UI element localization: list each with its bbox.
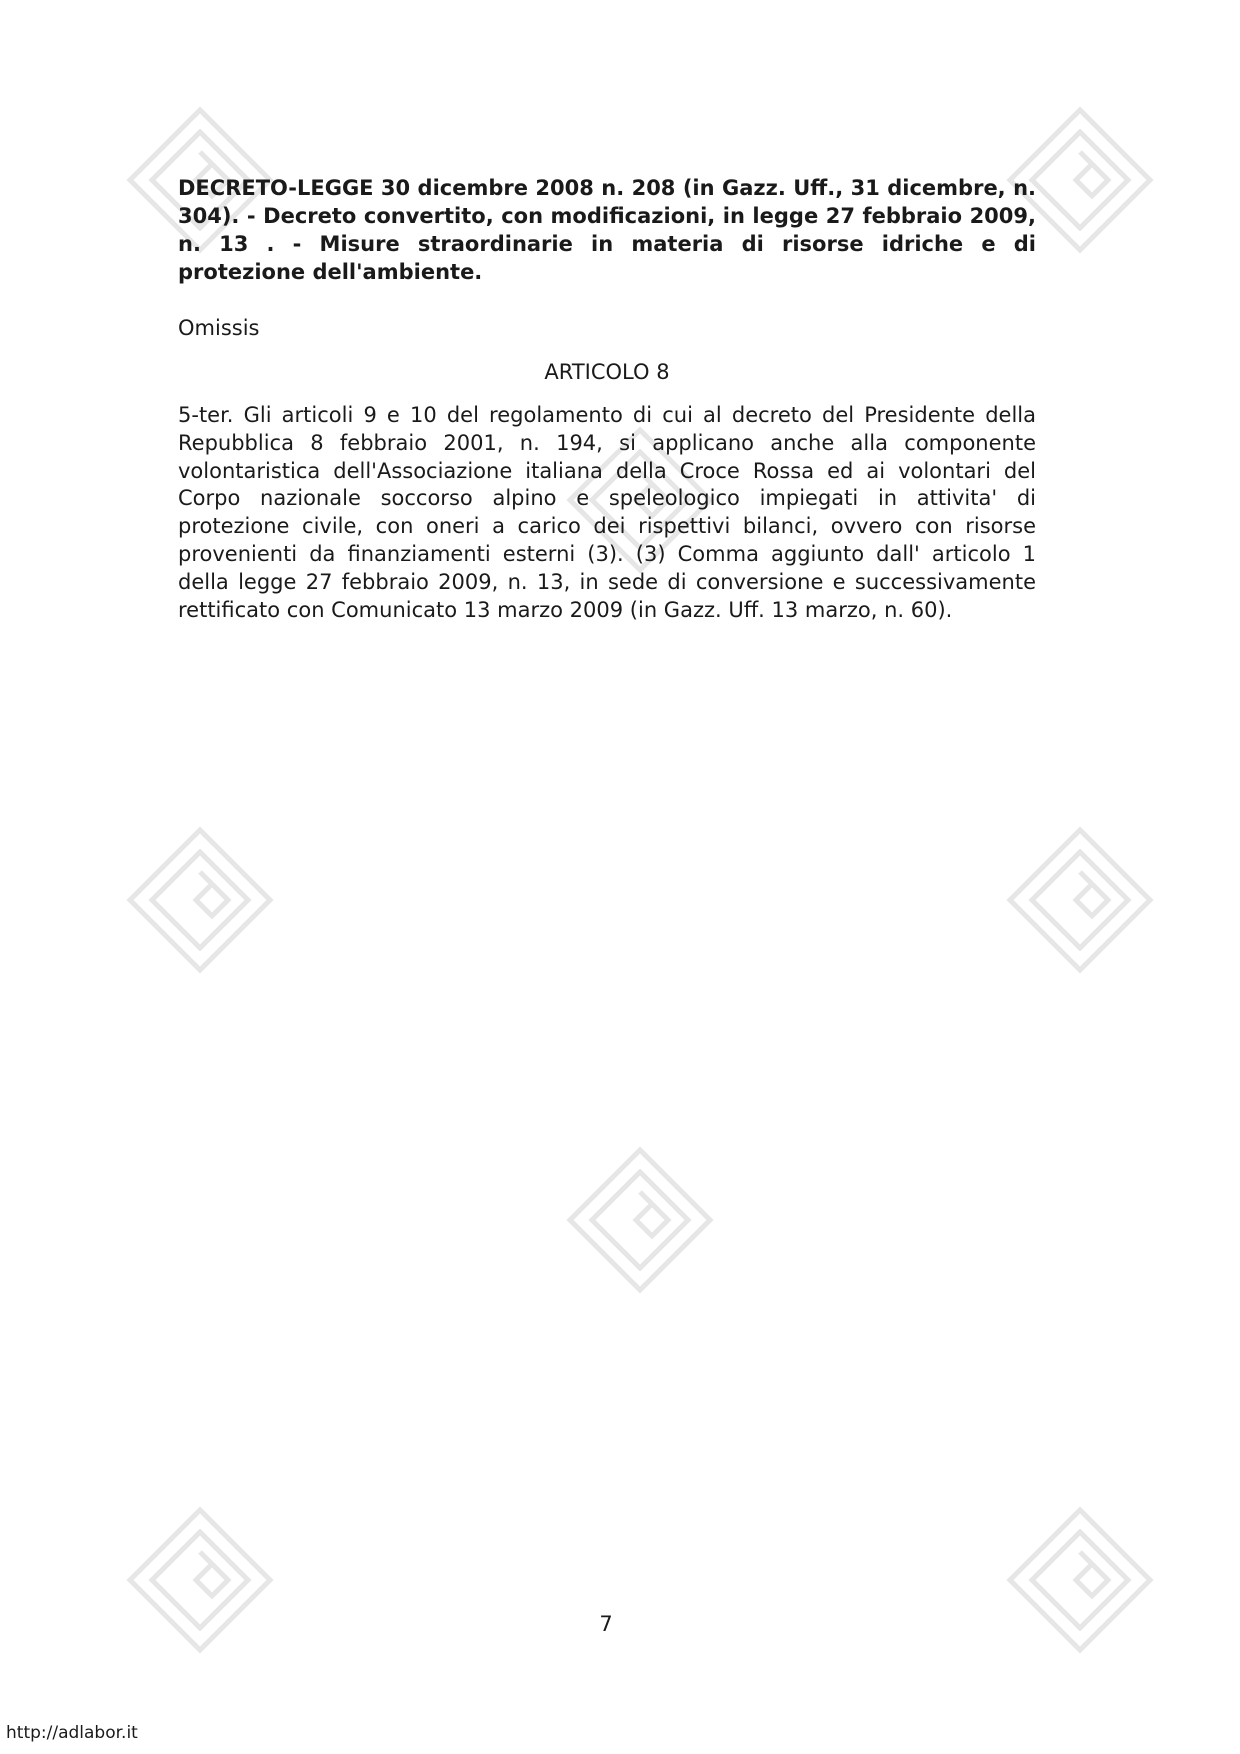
watermark-logo-icon [560, 1140, 720, 1300]
page-number: 7 [599, 1612, 613, 1636]
document-body [178, 174, 1036, 624]
footer-url: http://adlabor.it [6, 1723, 138, 1743]
document-heading: DECRETO-LEGGE 30 dicembre 2008 n. 208 (in Gazz. Uff., 31 dicembre, n. 304). - Decreto convertito, con modificazioni, in legge 27 febbraio 2009, n. 13 . - Misure straordinarie in materia di risorse idriche e di protezione dell'ambiente. [178, 176, 1036, 284]
article-paragraph: 5-ter. Gli articoli 9 e 10 del regolamento di cui al decreto del Presidente della Repubblica 8 febbraio 2001, n. 194, si applicano anche alla componente volontaristica dell'Associazione italiana della Croce Rossa ed ai volontari del Corpo nazionale soccorso alpino e speleologico impiegati in attivita' di protezione civile, con oneri a carico dei rispettivi bilanci, ovvero con risorse provenienti da finanziamenti esterni (3). (3) Comma aggiunto dall' articolo 1 della legge 27 febbraio 2009, n. 13, in sede di conversione e successivamente rettificato con Comunicato 13 marzo 2009 (in Gazz. Uff. 13 marzo, n. 60). [178, 403, 1036, 622]
omissis-label: Omissis [178, 316, 260, 340]
watermark-logo-icon [120, 820, 280, 980]
watermark-logo-icon [1000, 820, 1160, 980]
article-title: ARTICOLO 8 [544, 360, 670, 384]
